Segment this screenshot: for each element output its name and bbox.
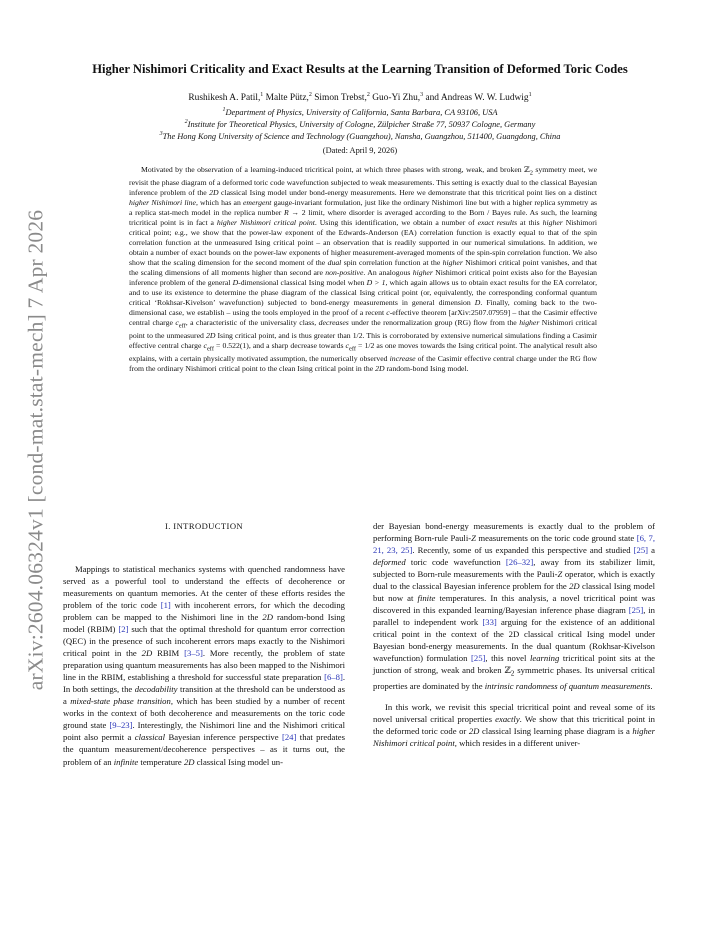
author-name: Rushikesh A. Patil,: [188, 93, 261, 103]
author-name: and Andreas W. W. Ludwig: [423, 93, 529, 103]
section-heading-introduction: I. INTRODUCTION: [164, 521, 244, 531]
affil-marker: 2: [308, 91, 312, 98]
paper-title: Higher Nishimori Criticality and Exact Results at the Learning Transition of Deformed Toric Codes: [92, 62, 628, 76]
affil-marker: 3: [420, 91, 424, 98]
citation-link[interactable]: [25]: [628, 605, 644, 616]
citation-link[interactable]: [26–32]: [505, 557, 534, 568]
intro-paragraph: der Bayesian bond-energy measurements is exactly dual to the problem of performing Born-rule Pauli-Z measurements on the toric code ground state [6, 7, 21, 23, 25]. Recently, some of us expanded this perspective and studied [25] a deformed toric code wavefunction [26–32], away from its stabilizer limit, subjected to Born-rule measurements with the Pauli-Z operator, which is exactly dual to the classical Bayesian inference problem for the 2D classical Ising model but now at finite temperatures. In this analysis, a novel tricritical point was discovered in this expanded learning/Bayesian inference phase diagram [25], in parallel to independent work [33] arguing for the existence of an additional critical point in the context of the 2D classical critical Ising model under Bayesian bond-energy measurements. In the dual quantum (Rokhsar-Kivelson wavefunction) formulation [25], this novel learning tricritical point sits at the junction of strong, weak and broken ℤ$_2$ symmetric phases. Its universal critical properties are dominated by the intrinsic randomness of quantum measurements.: [373, 521, 656, 692]
citation-link[interactable]: [25]: [633, 545, 649, 556]
citation-link[interactable]: [25]: [470, 653, 486, 664]
author-name: Malte Pütz,: [263, 93, 309, 103]
intro-paragraph: Mappings to statistical mechanics systems with quenched randomness have served as a powerful tool to understand the effects of decoherence or measurements on quantum memories. At the center of these efforts resides the problem of the toric code [1] with incoherent errors, for which the decoding problem can be mapped to the Nishimori line in the 2D random-bond Ising model (RBIM) [2] such that the optimal threshold for quantum error correction (QEC) in the presence of such incoherent errors maps exactly to the Nishimori critical point in the 2D RBIM [3–5]. More recently, the problem of state preparation using quantum measurements has also been mapped to the Nishimori line in the RBIM, establishing a threshold for successful state preparation [6–8]. In both settings, the decodability transition at the threshold can be understood as a mixed-state phase transition, which has been studied by a number of recent works in the context of both decoherence and measurements on the toric code ground state [9–23]. Interestingly, the Nishimori line and the Nishimori critical point also permit a classical Bayesian inference perspective [24] that predates the quantum measurement/decoherence perspectives – as it turns out, the problem of an infinite temperature 2D classical Ising model un-: [63, 564, 346, 767]
author-list: [40, 93, 680, 103]
affil-marker: 1: [260, 91, 264, 98]
citation-link[interactable]: [6–8]: [324, 672, 343, 683]
citation-link[interactable]: [6, 7, 21, 23, 25]: [373, 533, 655, 556]
citation-link[interactable]: [1]: [160, 600, 171, 611]
intro-left-column: [63, 563, 345, 768]
intro-right-column: [373, 520, 655, 749]
citation-link[interactable]: [2]: [118, 624, 129, 635]
citation-link[interactable]: [24]: [281, 732, 297, 743]
affil-marker: 2: [366, 91, 370, 98]
affiliation-3: $^3$The Hong Kong University of Science and Technology (Guangzhou), Nansha, Guangzhou, 511400, Guangdong, China: [159, 131, 561, 141]
citation-link[interactable]: [3–5]: [184, 648, 203, 659]
affiliation-2: $^2$Institute for Theoretical Physics, University of Cologne, Zülpicher Straße 77, 50937 Cologne, Germany: [184, 119, 536, 129]
author-name: Simon Trebst,: [311, 93, 367, 103]
abstract: [129, 165, 597, 374]
arxiv-identifier-stamp: arXiv:2604.06324v1 [cond-mat.stat-mech] 7 Apr 2026: [23, 209, 48, 691]
affil-marker: 1: [528, 91, 532, 98]
intro-paragraph: In this work, we revisit this special tricritical point and reveal some of its novel universal critical properties exactly. We show that this tricritical point in the deformed toric code or 2D classical Ising learning phase diagram is a higher Nishimori critical point, which resides in a different univer-: [373, 702, 655, 749]
author-name: Guo-Yi Zhu,: [369, 93, 421, 103]
citation-link[interactable]: [33]: [482, 617, 497, 628]
citation-link[interactable]: [9–23]: [109, 720, 133, 731]
affiliation-1: $^1$Department of Physics, University of California, Santa Barbara, CA 93106, USA: [222, 107, 498, 117]
abstract-paragraph: Motivated by the observation of a learning-induced tricritical point, at which three phases with strong, weak, and broken ℤ$_2$ symmetry meet, we revisit the phase diagram of a deformed toric code wavefunction subjected to weak measurements. This setting is exactly dual to the classical Bayesian inference problem of the 2D classical Ising model under bond-energy measurements. Here we demonstrate that this tricritical point lies on a distinct higher Nishimori line, which has an emergent gauge-invariant formulation, just like the ordinary Nishimori line but with a higher replica symmetry as a replica stat-mech model in the replica number R → 2 limit, where disorder is averaged according to the Born / Bayes rule. As such, the learning tricritical point is in fact a higher Nishimori critical point. Using this identification, we obtain a number of exact results at this higher Nishimori critical point; e.g., we show that the power-law exponent of the Edwards-Anderson (EA) correlation function is exactly equal to that of the spin correlation function at the unmeasured Ising critical point – an observation that is readily supported in our numerical simulations. In addition, we obtain a number of exact bounds on the power-law exponents of higher measurement-averaged moments of the spin-spin correlation function. We also show that the scaling dimension for the second moment of the dual spin correlation function at the higher Nishimori critical point vanishes, and that the scaling dimensions of all moments higher than second are non-positive. An analogous higher Nishimori critical point exists also for the Bayesian inference problem of the general D-dimensional classical Ising model when D > 1, which again allows us to obtain exact results for the EA correlator, and to use its existence to determine the phase diagram of the classical Ising critical point (or, equivalently, the corresponding conformal quantum critical ‘Rokhsar-Kivelson’ wavefunction) subjected to bond-energy measurements in general dimension D. Finally, coming back to the two-dimensional case, we establish – using the tools employed in the proof of a recent c-effective theorem [arXiv:2507.07959] – that the Casimir effective central charge $c_{eff}$, a characteristic of the universality class, decreases under the renormalization group (RG) flow from the higher Nishimori critical point to the unmeasured 2D Ising critical point, and is thus greater than 1/2. This is corroborated by extensive numerical simulations finding a Casimir effective central charge $c_{eff} = 0.522(1)$, and a sharp decrease towards $c_{eff} = 1/2$ as one moves towards the Ising critical point. The analytical result also explains, with a certain physically motivated assumption, the numerically observed increase of the Casimir effective central charge under the RG flow from the ordinary Nishimori critical point to the clean Ising critical point in the 2D random-bond Ising model.: [129, 165, 598, 374]
date-line: (Dated: April 9, 2026): [322, 146, 398, 155]
